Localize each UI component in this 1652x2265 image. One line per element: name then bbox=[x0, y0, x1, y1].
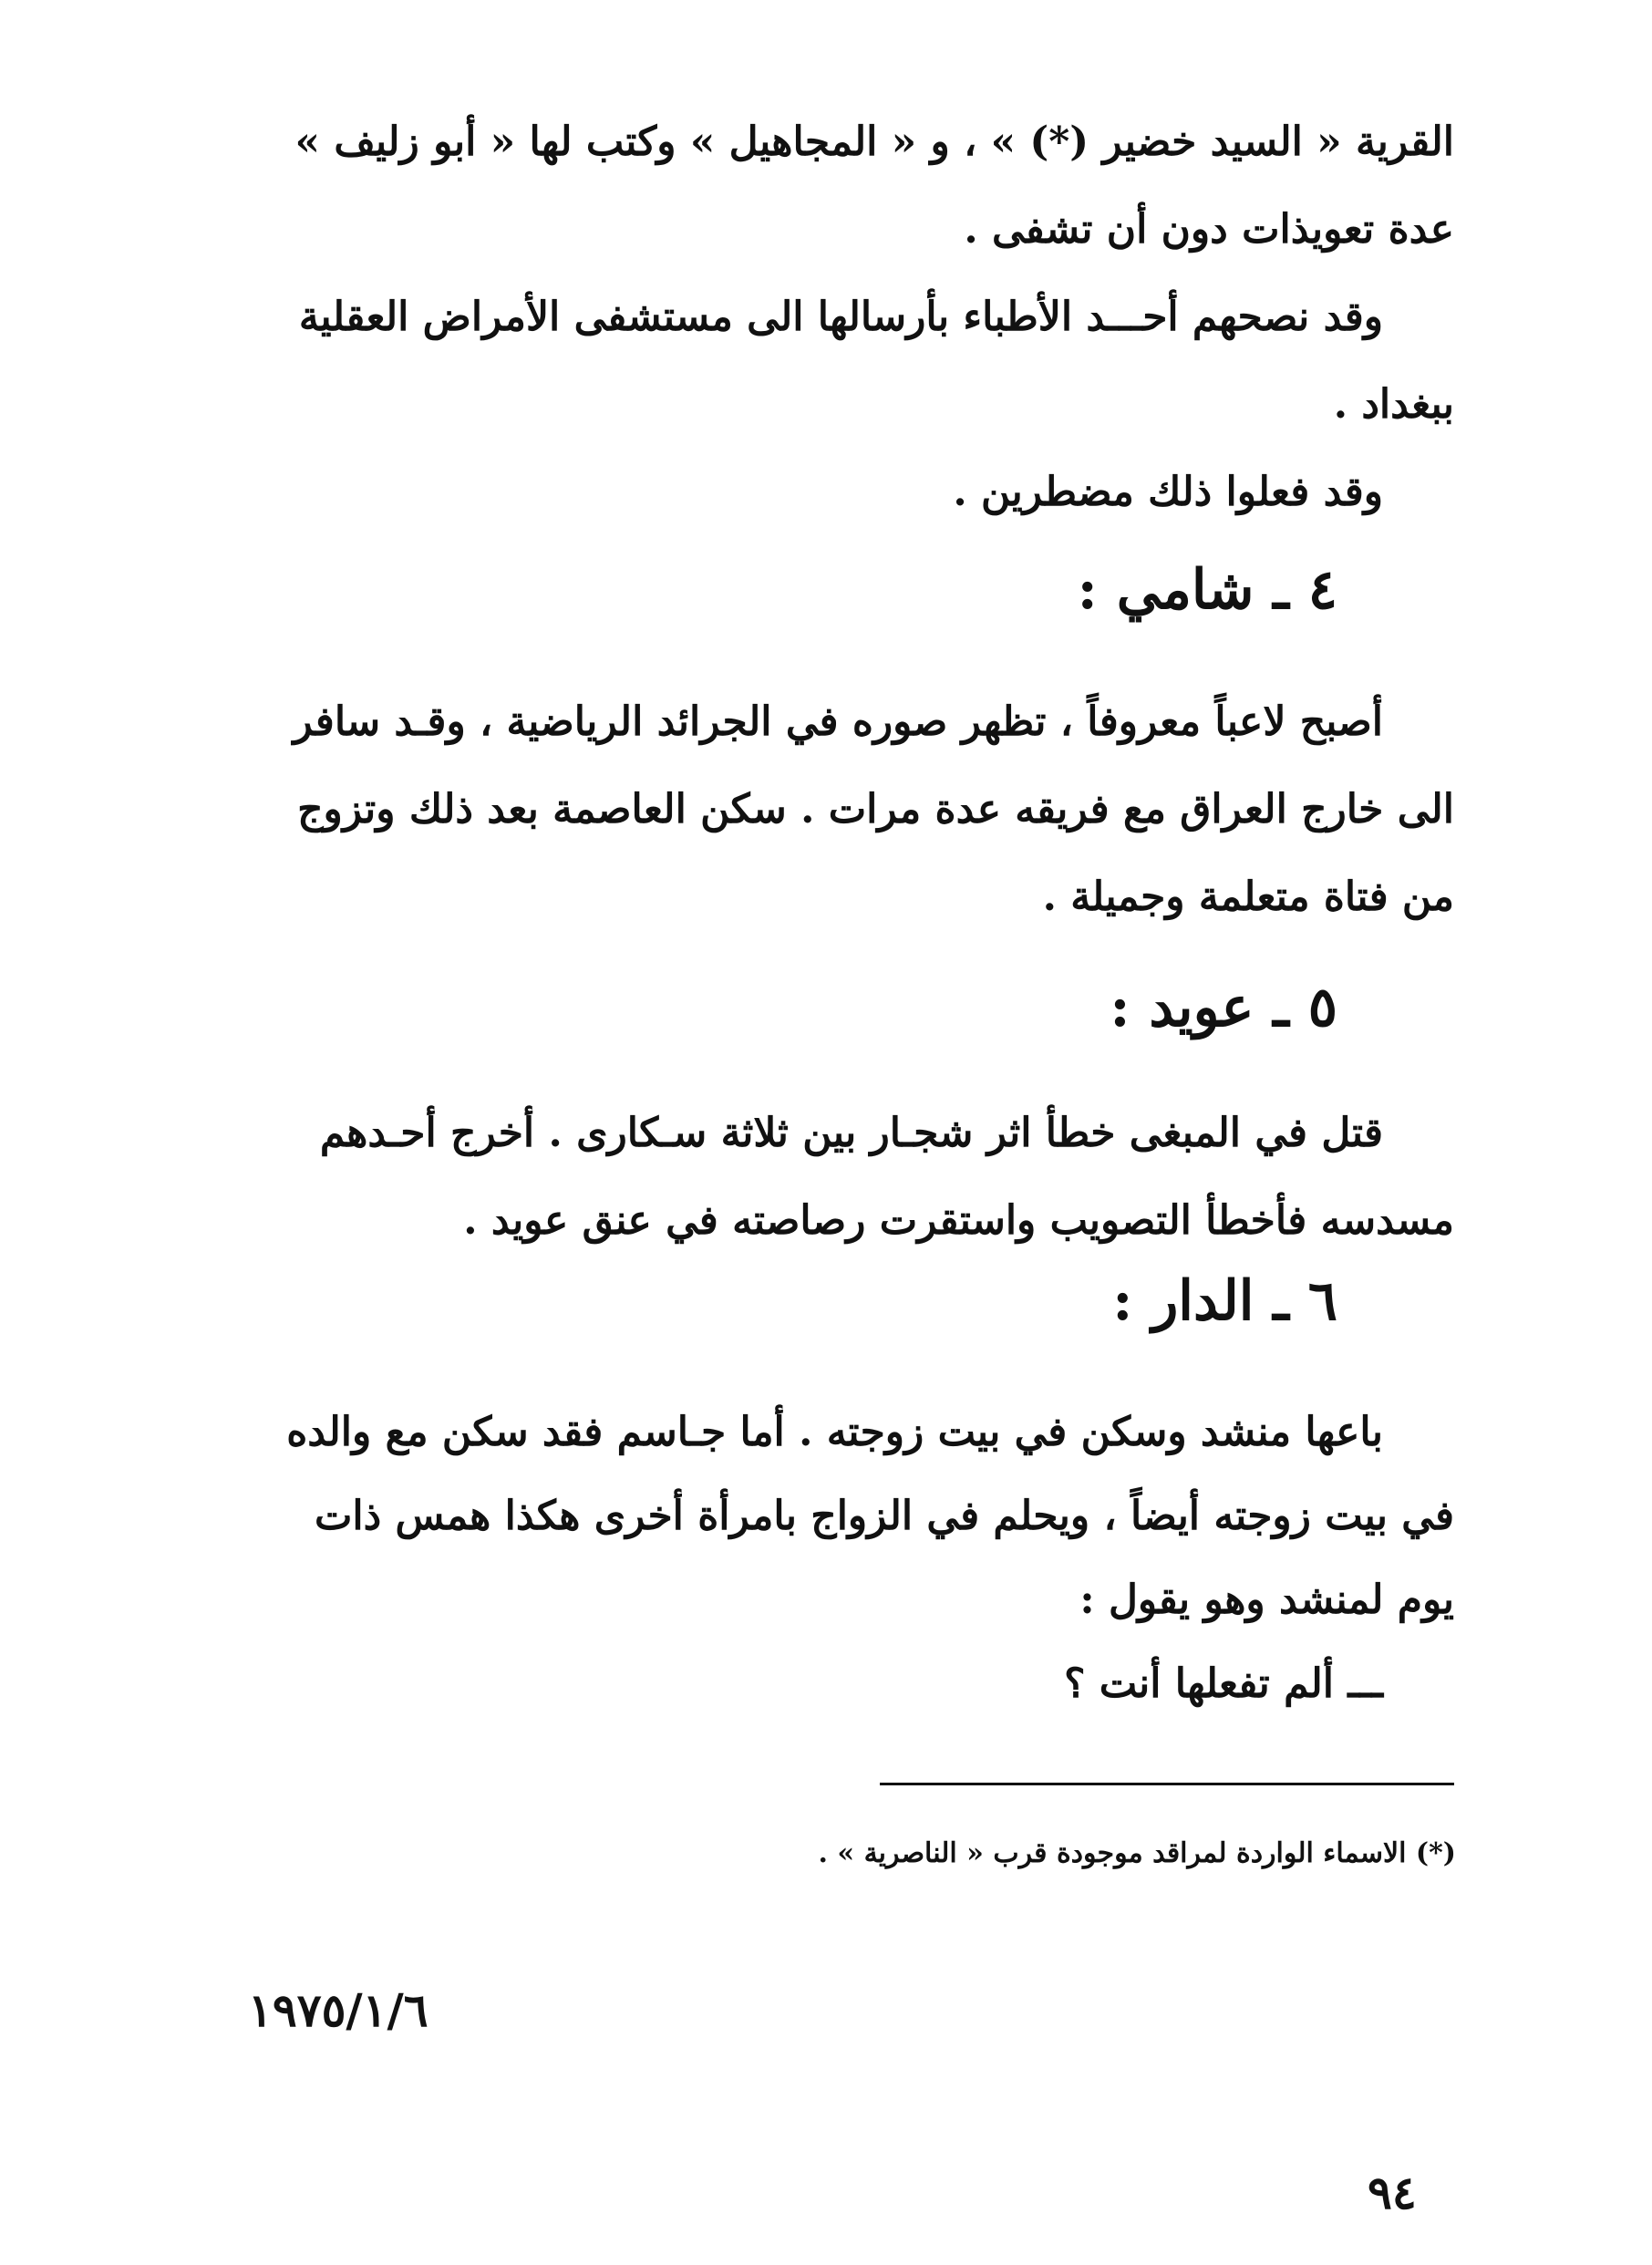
paragraph-house bbox=[214, 1391, 1454, 1726]
text-line: في بيت زوجته أيضاً ، ويحلم في الزواج بامرأة أخرى هكذا همس ذات bbox=[314, 1493, 1454, 1539]
text-line: قتل في المبغى خطأ اثر شجـار بين ثلاثة سـكارى . أخرج أحـدهم bbox=[319, 1110, 1383, 1156]
paragraph-compliance bbox=[214, 449, 1454, 536]
paragraph-doctor-advice bbox=[214, 274, 1454, 449]
paragraph-shami bbox=[214, 678, 1454, 941]
text-line: وقد نصحهم أحـــد الأطباء بأرسالها الى مستشفى الأمراض العقلية bbox=[298, 294, 1383, 340]
section-heading-owaid: ٥ ـ عويد : bbox=[1110, 976, 1337, 1039]
text-line: باعها منشد وسكن في بيت زوجته . أما جـاسم فقد سكن مع والده bbox=[286, 1409, 1383, 1455]
text-line: من فتاة متعلمة وجميلة . bbox=[1042, 874, 1454, 920]
text-line: الى خارج العراق مع فريقه عدة مرات . سكن العاصمة بعد ذلك وتزوج bbox=[297, 786, 1454, 833]
date-stamp: ١٩٧٥/١/٦ bbox=[248, 1983, 428, 2037]
text-line: يوم لمنشد وهو يقول : bbox=[1079, 1577, 1454, 1623]
text-line: مسدسه فأخطأ التصويب واستقرت رصاصته في عنق عويد . bbox=[463, 1197, 1454, 1244]
section-heading-house: ٦ ـ الدار : bbox=[1112, 1269, 1337, 1333]
paragraph-owaid bbox=[214, 1090, 1454, 1265]
paragraph-shrines bbox=[214, 98, 1454, 274]
footnote-divider bbox=[880, 1783, 1454, 1785]
page-number: ٩٤ bbox=[1368, 2166, 1417, 2219]
text-line: ببغداد . bbox=[1333, 381, 1454, 428]
text-line: عدة تعويذات دون أن تشفى . bbox=[964, 206, 1454, 253]
dialogue-line: ـــ ألم تفعلها أنت ؟ bbox=[1064, 1660, 1383, 1707]
text-line: القرية « السيد خضير (*) » ، و « المجاهيل » وكتب لها « أبو زليف » bbox=[294, 119, 1454, 165]
footnote: (*) الاسماء الواردة لمراقد موجودة قرب « الناصرية » . bbox=[818, 1837, 1456, 1869]
section-heading-shami: ٤ ـ شامي : bbox=[1077, 558, 1337, 622]
text-line: أصبح لاعباً معروفاً ، تظهر صوره في الجرائد الرياضية ، وقـد سافر bbox=[293, 698, 1383, 745]
text-line: وقد فعلوا ذلك مضطرين . bbox=[953, 469, 1383, 515]
